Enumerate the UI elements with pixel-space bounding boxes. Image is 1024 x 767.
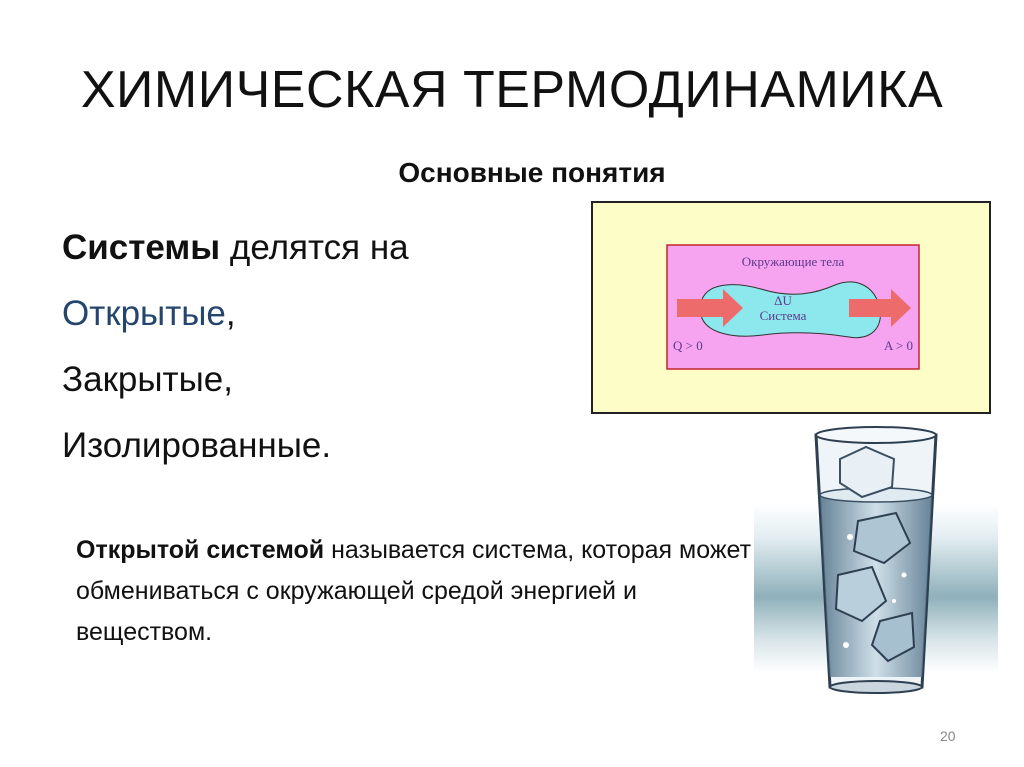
- bubble: [892, 599, 896, 603]
- bubble: [847, 534, 853, 540]
- definition-term: Открытой системой: [76, 536, 325, 564]
- glass-rim: [816, 427, 936, 443]
- glass-illustration: [754, 425, 998, 695]
- page-number: 20: [940, 728, 956, 744]
- surroundings-label: Окружающие тела: [741, 254, 845, 269]
- system-label: Система: [759, 308, 807, 323]
- intro-rest-text: делятся на: [220, 228, 409, 267]
- bubble: [902, 573, 907, 578]
- list-intro: [62, 215, 409, 281]
- open-system-diagram-svg: [593, 203, 989, 412]
- glass-of-ice-water-image: [754, 425, 998, 695]
- list-item-isolated: Изолированные.: [62, 426, 332, 465]
- open-label: Открытые: [62, 294, 226, 333]
- slide-title: ХИМИЧЕСКАЯ ТЕРМОДИНАМИКА: [80, 61, 944, 119]
- system-types-list: [62, 215, 409, 479]
- list-item-open: [62, 281, 409, 347]
- definition-text: называется система, которая может обмениваться с окружающей средой энергией и веществом.: [76, 536, 752, 646]
- glass-base: [830, 681, 922, 693]
- bubble: [843, 642, 849, 648]
- energy-label: ΔU: [774, 293, 792, 308]
- open-system-diagram: [591, 201, 991, 414]
- heat-label: Q > 0: [673, 338, 703, 353]
- intro-bold-text: Системы: [62, 228, 221, 267]
- list-item-closed: Закрытые,: [62, 360, 233, 399]
- open-system-definition: [76, 530, 756, 653]
- open-comma: ,: [225, 294, 236, 333]
- work-label: A > 0: [883, 338, 913, 353]
- slide-subtitle: Основные понятия: [398, 157, 666, 188]
